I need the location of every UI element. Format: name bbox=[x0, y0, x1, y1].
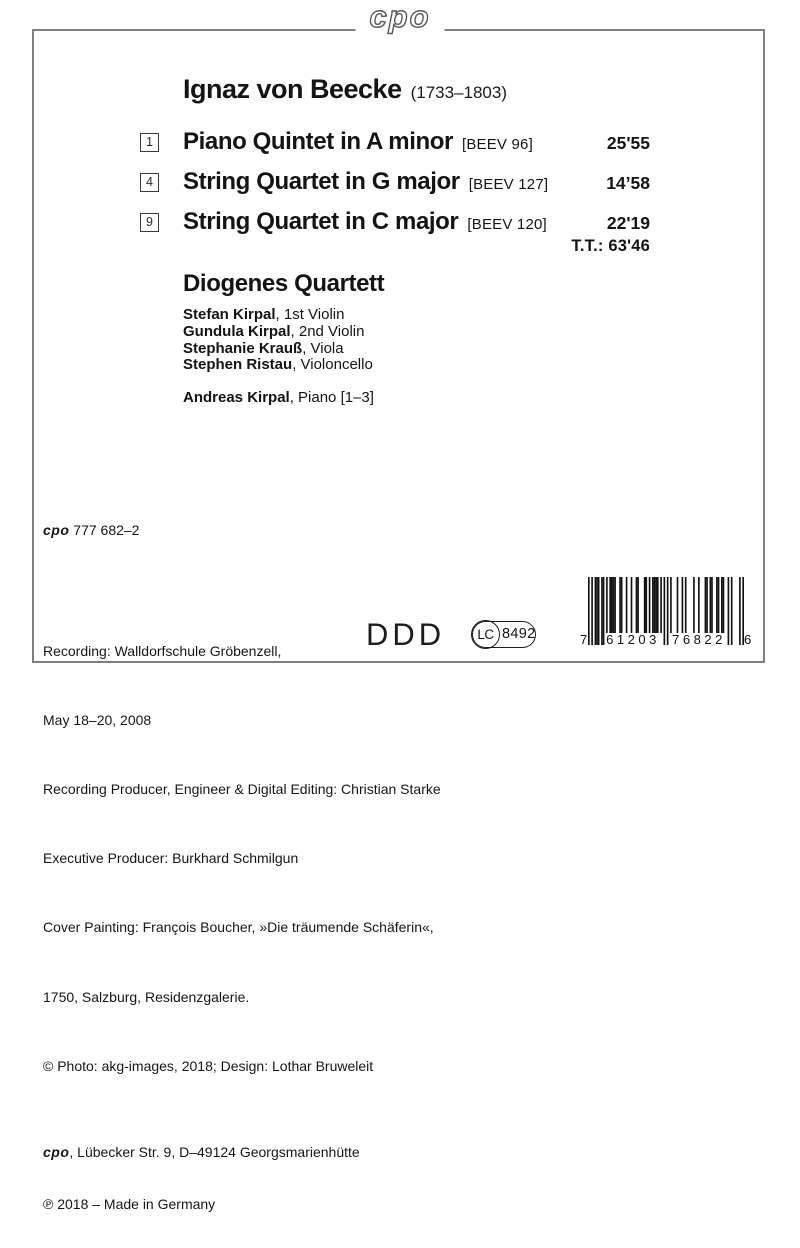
credit-line: May 18–20, 2008 bbox=[43, 711, 152, 728]
guest-role: , Piano [1–3] bbox=[289, 389, 374, 407]
cpo-logo: cpo bbox=[355, 1, 444, 32]
composer-line bbox=[183, 74, 507, 105]
track-number-box: 4 bbox=[140, 173, 159, 192]
member-name: Stephanie Krauß bbox=[183, 339, 303, 357]
total-time bbox=[140, 237, 650, 256]
ensemble-member bbox=[183, 307, 384, 324]
member-name: Gundula Kirpal bbox=[183, 322, 291, 340]
member-name: Stefan Kirpal bbox=[183, 306, 276, 323]
made-in-line: ℗ 2018 – Made in Germany bbox=[43, 1196, 216, 1213]
barcode-digit-group: 61203 bbox=[606, 632, 660, 647]
track-row bbox=[140, 208, 650, 236]
credit-line: © Photo: akg-images, 2018; Design: Lothar Bruweleit bbox=[43, 1057, 374, 1074]
credits-block bbox=[43, 487, 441, 1248]
guest-performer bbox=[183, 389, 384, 406]
credit-line: Recording: Walldorfschule Gröbenzell, bbox=[43, 642, 282, 659]
track-list bbox=[140, 128, 650, 248]
track-catalog-number: [BEEV 120] bbox=[467, 216, 547, 233]
catalog-number: 777 682–2 bbox=[69, 521, 140, 538]
ensemble-member bbox=[183, 357, 384, 374]
lc-circle: LC bbox=[471, 620, 500, 649]
track-title: String Quartet in C major bbox=[183, 208, 459, 235]
track-row bbox=[140, 168, 650, 196]
label-address-line bbox=[43, 1144, 441, 1161]
barcode-digit-group: 7 bbox=[580, 632, 588, 647]
credit-line: Recording Producer, Engineer & Digital Editing: Christian Starke bbox=[43, 781, 441, 798]
guest-name: Andreas Kirpal bbox=[183, 389, 290, 407]
total-time-label: T.T.: bbox=[571, 237, 604, 255]
member-role: , Viola bbox=[302, 339, 344, 357]
label-address: , Lübecker Str. 9, D–49124 Georgsmarienhütte bbox=[69, 1144, 360, 1161]
member-role: , 2nd Violin bbox=[290, 322, 365, 340]
track-duration: 22'19 bbox=[606, 213, 650, 233]
track-catalog-number: [BEEV 127] bbox=[468, 176, 549, 193]
track-duration: 25'55 bbox=[606, 133, 650, 153]
ensemble-name: Diogenes Quartett bbox=[183, 270, 385, 297]
track-title: String Quartet in G major bbox=[183, 168, 460, 195]
track-title: Piano Quintet in A minor bbox=[183, 128, 453, 155]
cpo-wordmark: cpo bbox=[43, 521, 70, 538]
ensemble-member bbox=[183, 341, 384, 358]
composer-dates: (1733–1803) bbox=[410, 83, 508, 102]
ensemble-section bbox=[183, 270, 384, 406]
credit-lines bbox=[43, 573, 441, 1109]
ensemble-member bbox=[183, 324, 384, 341]
barcode-digit-group: 76822 bbox=[672, 632, 726, 647]
member-role: , 1st Violin bbox=[275, 306, 345, 323]
credit-line: Executive Producer: Burkhard Schmilgun bbox=[43, 850, 299, 867]
credit-line: 1750, Salzburg, Residenzgalerie. bbox=[43, 988, 250, 1005]
composer-name: Ignaz von Beecke bbox=[183, 74, 402, 104]
track-number-box: 9 bbox=[140, 213, 159, 232]
track-number-box: 1 bbox=[140, 133, 159, 152]
catalog-number-line bbox=[43, 522, 441, 539]
ean-barcode bbox=[580, 577, 756, 649]
barcode-digit-group: 6 bbox=[744, 632, 752, 647]
track-duration: 14’58 bbox=[606, 173, 650, 193]
lc-number: 8492 bbox=[502, 626, 536, 642]
track-catalog-number: [BEEV 96] bbox=[461, 136, 533, 153]
ensemble-members bbox=[183, 307, 384, 374]
track-row bbox=[140, 128, 650, 156]
total-time-value: 63'46 bbox=[608, 237, 650, 255]
recording-format-code: DDD bbox=[366, 616, 446, 653]
member-name: Stephen Ristau bbox=[183, 356, 293, 374]
cpo-wordmark: cpo bbox=[43, 1144, 70, 1161]
credit-line: Cover Painting: François Boucher, »Die träumende Schäferin«, bbox=[43, 919, 434, 936]
member-role: , Violoncello bbox=[292, 356, 373, 374]
label-code-badge bbox=[472, 621, 536, 648]
